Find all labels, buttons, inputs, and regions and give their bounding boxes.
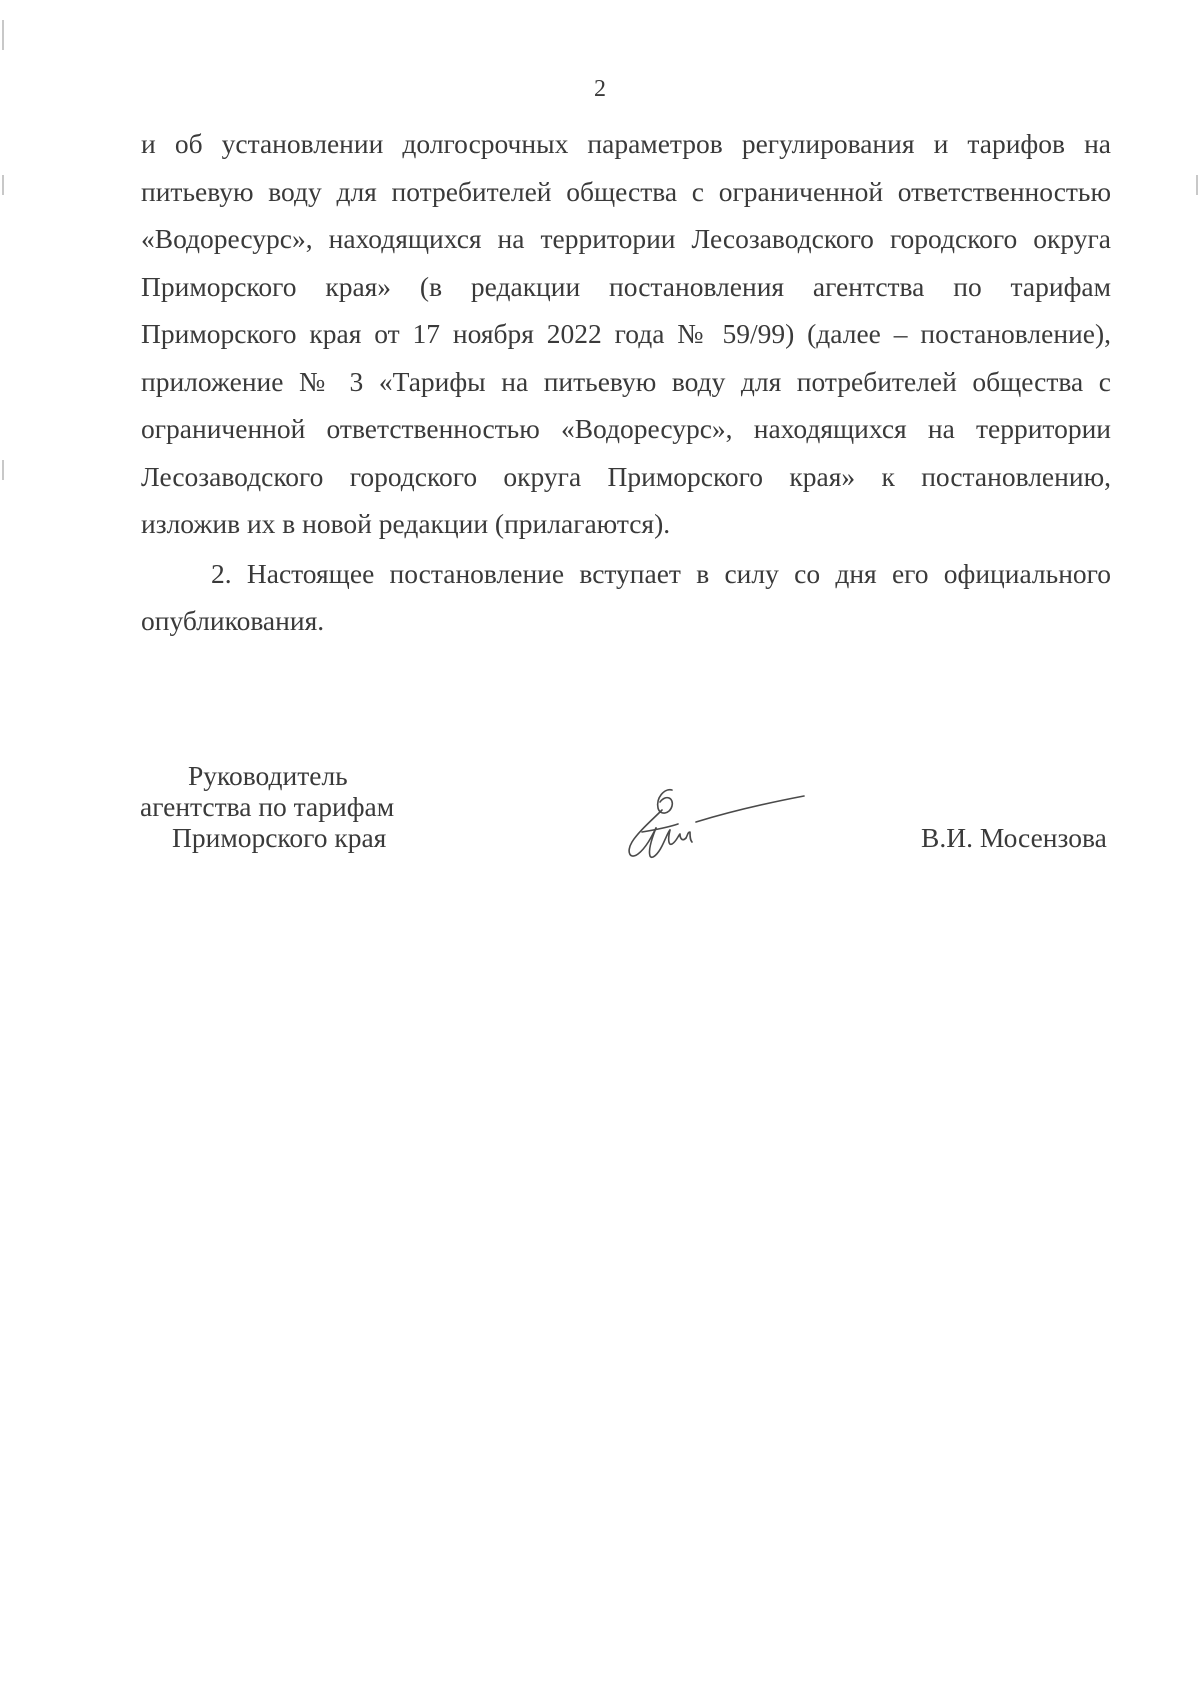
scan-edge-mark — [2, 460, 4, 480]
text-line: приложение № 3 «Тарифы на питьевую воду для потребителей общества с — [141, 365, 1111, 397]
text-line: ограниченной ответственностью «Водоресурс», находящихся на территории — [141, 413, 1111, 444]
page-number: 2 — [594, 76, 606, 102]
scan-edge-mark — [2, 20, 4, 50]
text-line: Лесозаводского городского округа Приморского края» к постановлению, — [141, 460, 1111, 492]
paragraph-2 — [141, 550, 1111, 645]
scan-edge-mark — [2, 175, 4, 195]
scan-edge-mark — [1196, 175, 1198, 195]
text-line: опубликования. — [141, 605, 325, 636]
position-line: Руководитель — [188, 760, 348, 791]
text-line: и об установлении долгосрочных параметров регулирования и тарифов на — [141, 128, 1111, 159]
position-line: агентства по тарифам — [140, 791, 395, 822]
signatory-position — [140, 760, 394, 853]
text-line: 2. Настоящее постановление вступает в силу со дня его официального — [211, 557, 1111, 589]
text-line: «Водоресурс», находящихся на территории Лесозаводского городского округа — [141, 223, 1111, 254]
position-line: Приморского края — [172, 822, 387, 853]
text-line: Приморского края от 17 ноября 2022 года № 59/99) (далее – постановление), — [141, 318, 1111, 349]
paragraph-1 — [141, 120, 1111, 548]
text-line: Приморского края» (в редакции постановления агентства по тарифам — [141, 270, 1111, 302]
text-line: питьевую воду для потребителей общества с ограниченной ответственностью — [141, 175, 1111, 207]
signer-name: В.И. Мосензова — [921, 822, 1107, 853]
text-line: изложив их в новой редакции (прилагаются). — [141, 508, 671, 539]
handwritten-signature-icon — [612, 780, 812, 880]
document-body — [141, 120, 1111, 645]
